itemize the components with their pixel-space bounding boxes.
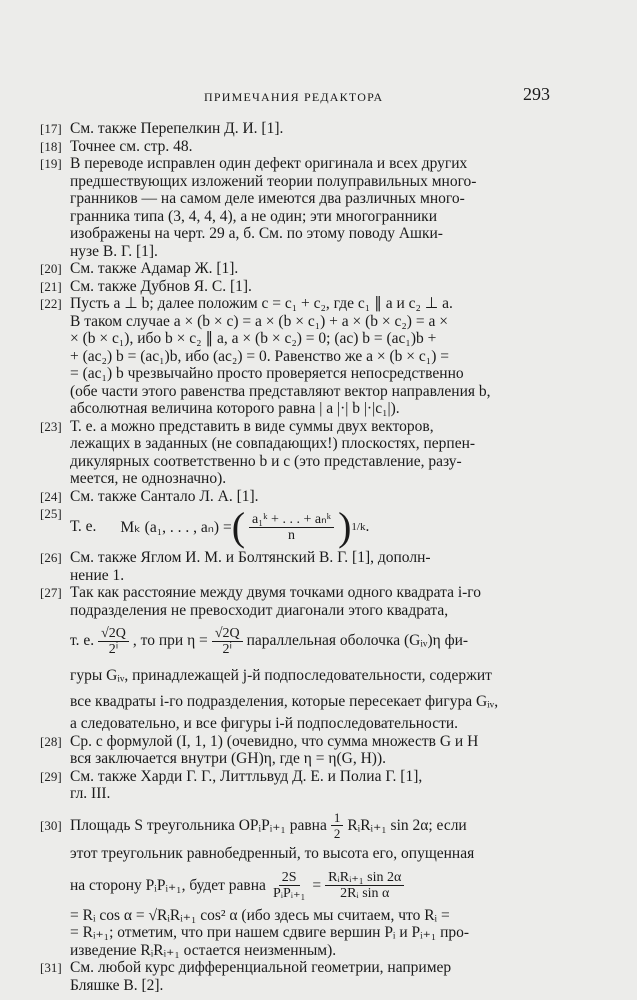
note-line: = Rᵢ₊₁; отметим, что при нашем сдвиге вершин Pᵢ и Pᵢ₊₁ про- xyxy=(70,924,470,941)
note-number: [27] xyxy=(40,585,62,600)
fraction-denominator: 2Rᵢ sin α xyxy=(340,886,390,901)
note-line: а следовательно, и все фигуры i-й подпоследовательности. xyxy=(70,715,459,732)
formula-lead: на сторону PᵢPᵢ₊₁, будет равна xyxy=(70,877,266,894)
note-line: См. также Харди Г. Г., Литтльвуд Д. Е. и Полиа Г. [1], xyxy=(70,767,423,785)
note-line: абсолютная величина которого равна | a |·| b |·|c₁|). xyxy=(70,400,400,417)
formula-exponent: 1/k xyxy=(351,521,366,533)
note-number: [31] xyxy=(40,960,62,975)
note-line: все квадраты i-го подразделения, которые пересекает фигура Gᵢᵥ, xyxy=(70,693,499,710)
notes-17-24 xyxy=(40,120,562,505)
note-20 xyxy=(40,260,562,278)
formula-tail: RᵢRᵢ₊₁ sin 2α; если xyxy=(347,817,467,834)
note-line: См. также Адамар Ж. [1]. xyxy=(70,260,239,277)
note-line: Пусть a ⊥ b; далее положим c = c₁ + c₂, где c₁ ∥ a и c₂ ⊥ a. xyxy=(70,295,453,312)
note-22 xyxy=(40,295,562,418)
fraction-numerator: RᵢRᵢ₊₁ sin 2α xyxy=(325,870,404,886)
fraction-denominator: 2ⁱ xyxy=(108,641,119,657)
formula-fraction xyxy=(249,512,334,543)
note-18 xyxy=(40,138,562,156)
formula-lead: т. е. xyxy=(70,632,95,649)
note-line: В переводе исправлен один дефект оригинала и всех других xyxy=(70,155,468,172)
note-17 xyxy=(40,120,562,138)
triangle-area-formula xyxy=(70,809,562,843)
note-line: изображены на черт. 29 а, б. См. по этому поводу Ашки- xyxy=(70,225,443,242)
eta-fraction xyxy=(212,626,243,657)
note-21 xyxy=(40,278,562,296)
note-number: [20] xyxy=(40,261,62,276)
note-line: изведение RᵢRᵢ₊₁ остается неизменным). xyxy=(70,941,337,959)
running-title: ПРИМЕЧАНИЯ РЕДАКТОРА xyxy=(204,90,384,104)
note-line: этот треугольник равнобедренный, то высота его, опущенная xyxy=(70,844,475,862)
note-line: См. любой курс дифференциальной геометрии, например xyxy=(70,959,452,976)
note-line: гранника типа (3, 4, 4, 4), а не один; эти многогранники xyxy=(70,207,437,225)
page-header xyxy=(0,84,637,110)
formula-lead: Т. е. xyxy=(70,518,97,535)
note-number: [17] xyxy=(40,121,62,136)
formula-middle: , то при η = xyxy=(132,632,208,649)
note-line: Так как расстояние между двумя точками одного квадрата i-го xyxy=(70,584,482,601)
note-number: [19] xyxy=(40,156,62,171)
note-number: [18] xyxy=(40,138,62,154)
note-line: См. также Яглом И. М. и Болтянский В. Г. [1], дополн- xyxy=(70,549,431,566)
note-line: Т. е. a можно представить в виде суммы двух векторов, xyxy=(70,417,434,435)
note-29 xyxy=(40,768,562,803)
note-line: подразделения не превосходит диагонали этого квадрата, xyxy=(70,601,449,619)
fraction-denominator: 2ⁱ xyxy=(222,641,232,657)
note-line: вся заключается внутри (GH)η, где η = η(G, H)). xyxy=(70,750,387,767)
fraction-denominator: PᵢPᵢ₊₁ xyxy=(272,886,306,901)
note-line: Ср. с формулой (I, 1, 1) (очевидно, что сумма множеств G и H xyxy=(70,732,479,750)
note-line: Бляшке В. [2]. xyxy=(70,976,164,994)
formula-lhs: Mₖ (a₁, . . . , aₙ) = xyxy=(120,518,232,536)
note-line: меется, не однозначно). xyxy=(70,470,227,487)
equals-sign: = xyxy=(312,876,322,894)
note-line: дикулярных соответственно b и c (это представление, разу- xyxy=(70,452,462,470)
formula-tail: параллельная оболочка (Gᵢᵥ)η фи- xyxy=(246,632,469,649)
editor-notes xyxy=(40,120,562,994)
power-mean-formula xyxy=(70,505,562,549)
note-line: нение 1. xyxy=(70,566,125,584)
note-line: гранников — на самом деле имеются два различных много- xyxy=(70,190,465,207)
note-number: [25] xyxy=(40,506,62,521)
half-fraction xyxy=(331,810,344,841)
fraction-numerator: 2S xyxy=(279,870,300,886)
note-number: [26] xyxy=(40,550,62,565)
note-number: [22] xyxy=(40,296,62,311)
fraction-numerator: a₁ᵏ + . . . + aₙᵏ xyxy=(249,512,334,528)
note-31 xyxy=(40,959,562,994)
height-fraction-2 xyxy=(325,870,404,901)
formula-lead: Площадь S треугольника OPᵢPᵢ₊₁ равна xyxy=(70,817,327,834)
right-paren: ) xyxy=(338,504,352,549)
note-line: лежащих в заданных (не совпадающих!) плоскостях, перпен- xyxy=(70,435,476,452)
note-number: [23] xyxy=(40,418,62,434)
note-line: = (ac₁) b чрезвычайно просто проверяется непосредственно xyxy=(70,365,464,382)
note-line: Точнее см. стр. 48. xyxy=(70,137,193,155)
fraction-numerator: √2Q xyxy=(98,626,129,642)
page-number: 293 xyxy=(523,84,550,104)
note-line: гл. III. xyxy=(70,785,111,802)
parallel-hull-formula xyxy=(70,623,562,659)
note-26 xyxy=(40,549,562,584)
note-30 xyxy=(40,809,562,960)
note-number: [29] xyxy=(40,768,62,784)
note-number: [24] xyxy=(40,488,62,504)
note-line: нузе В. Г. [1]. xyxy=(70,242,158,260)
note-23 xyxy=(40,418,562,488)
note-number: [28] xyxy=(40,733,62,749)
note-line: предшествующих изложений теории полуправильных много- xyxy=(70,172,477,190)
fraction-denominator: 2 xyxy=(333,826,341,841)
note-line: См. также Перепелкин Д. И. [1]. xyxy=(70,120,284,137)
left-paren: ( xyxy=(231,504,246,549)
note-25 xyxy=(40,505,562,549)
diagonal-fraction xyxy=(98,626,129,657)
note-line: + (ac₂) b = (ac₁)b, ибо (ac₂) = 0. Равенство же a × (b × c₁) = xyxy=(70,347,449,365)
height-fraction-1 xyxy=(270,870,308,901)
note-27 xyxy=(40,584,562,733)
note-line: (обе части этого равенства представляют вектор направления b, xyxy=(70,382,491,400)
note-line: См. также Сантало Л. А. [1]. xyxy=(70,487,259,505)
fraction-numerator: 1 xyxy=(331,810,344,826)
formula-tail: . xyxy=(365,518,370,535)
note-28 xyxy=(40,733,562,768)
note-number: [21] xyxy=(40,278,62,294)
note-number: [30] xyxy=(40,817,62,833)
note-line: гуры Gᵢᵥ, принадлежащей j-й подпоследовательности, содержит xyxy=(70,667,492,684)
note-line: См. также Дубнов Я. С. [1]. xyxy=(70,277,252,295)
height-formula xyxy=(70,865,562,907)
note-24 xyxy=(40,488,562,506)
note-line: В таком случае a × (b × c) = a × (b × c₁) + a × (b × c₂) = a × xyxy=(70,312,448,330)
note-19 xyxy=(40,155,562,260)
note-line: × (b × c₁), ибо b × c₂ ∥ a, a × (b × c₂) = 0; (ac) b = (ac₁)b + xyxy=(70,330,437,347)
fraction-denominator: n xyxy=(288,527,296,543)
note-line: = Rᵢ cos α = √RᵢRᵢ₊₁ cos² α (ибо здесь мы считаем, что Rᵢ = xyxy=(70,906,450,924)
fraction-numerator: √2Q xyxy=(212,626,243,642)
